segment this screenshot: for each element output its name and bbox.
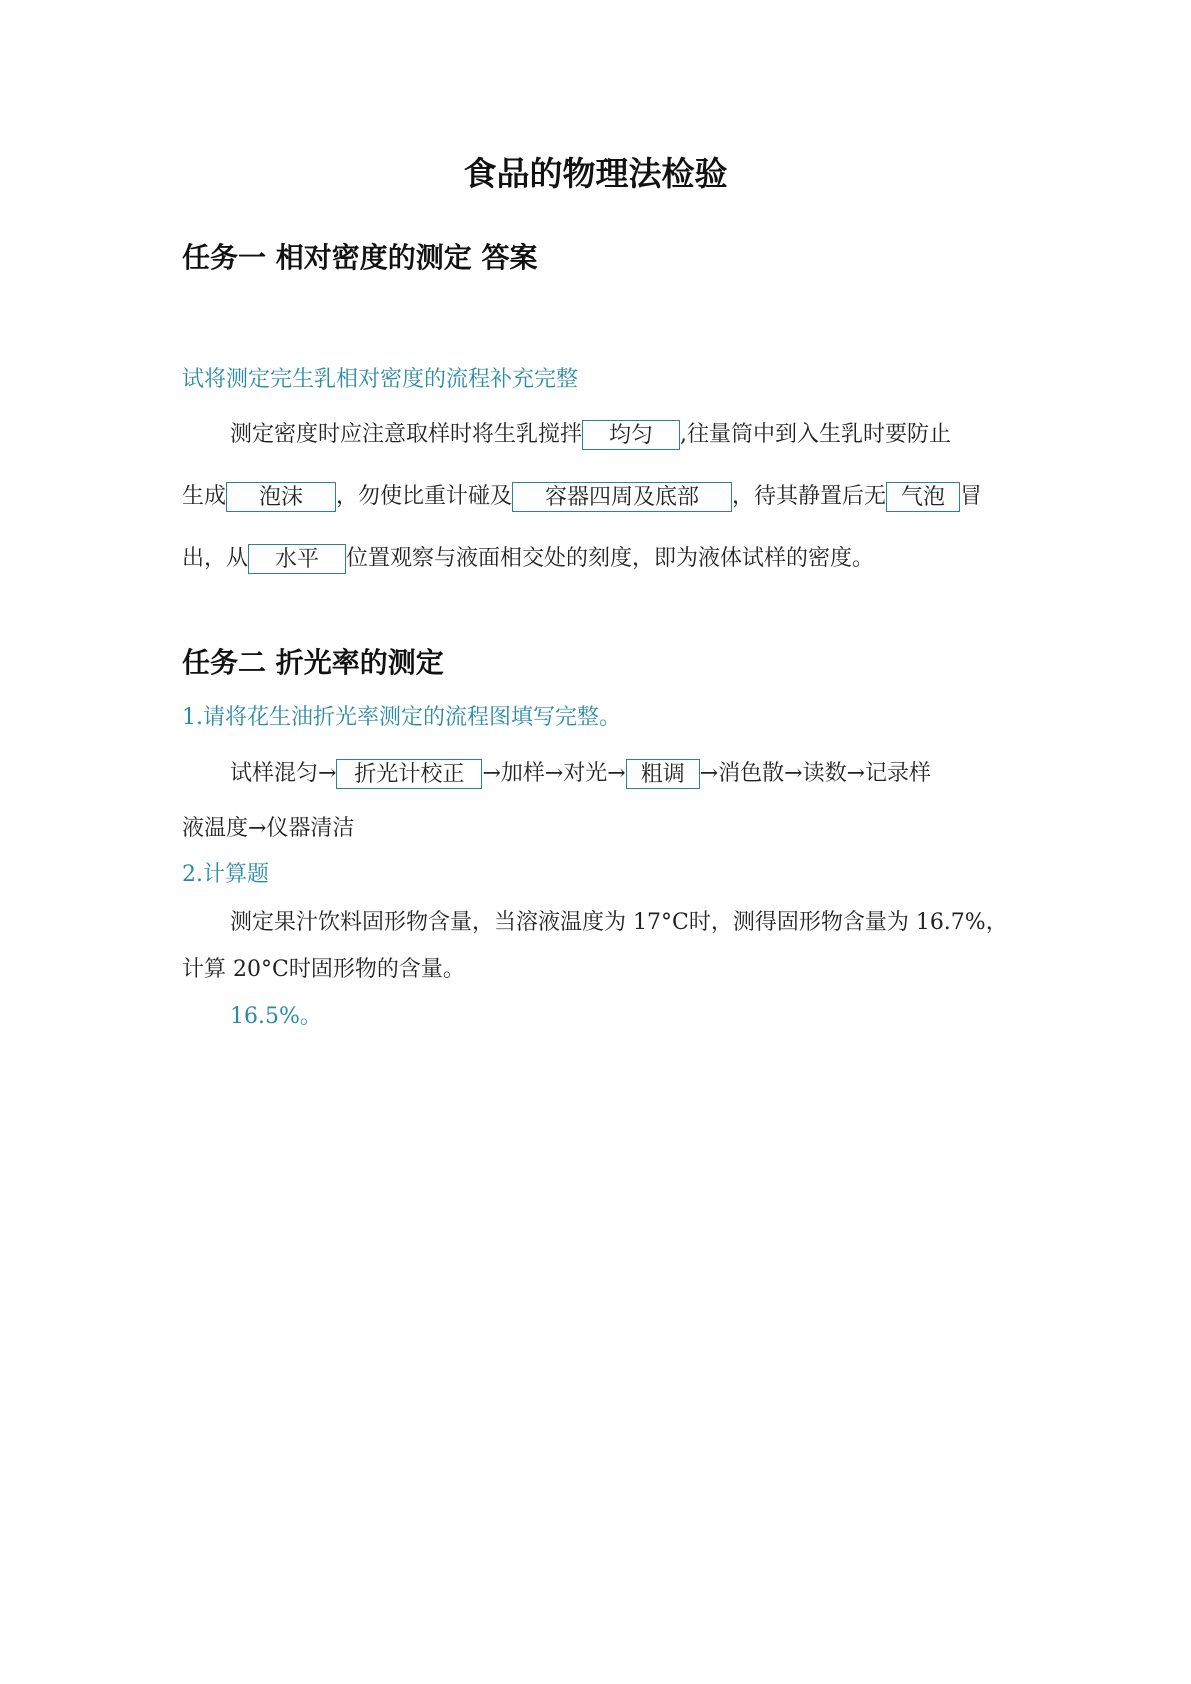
answer-box-shuiping: 水平 xyxy=(248,544,346,574)
task1-line-3 xyxy=(182,542,874,576)
flow-text-b: →加样→对光→ xyxy=(482,761,626,786)
calc-answer: 16.5%。 xyxy=(230,1004,322,1029)
calc-line-2: 计算 20°C时固形物的含量。 xyxy=(182,957,465,982)
task2-question-2: 2.计算题 xyxy=(182,862,269,887)
task1-line-2 xyxy=(182,480,982,514)
task2-heading: 任务二 折光率的测定 xyxy=(182,646,444,679)
task2-question-1: 1.请将花生油折光率测定的流程图填写完整。 xyxy=(182,705,621,730)
task1-line2-text-b: ，勿使比重计碰及 xyxy=(336,484,513,509)
task1-line3-text-a: 出，从 xyxy=(182,546,249,571)
flow-text-c: →消色散→读数→记录样 xyxy=(699,761,932,786)
flow-text-a: 试样混匀→ xyxy=(230,761,337,786)
answer-box-paomo: 泡沫 xyxy=(226,482,336,512)
task1-line1-text-b: ,往量筒中到入生乳时要防止 xyxy=(680,422,952,447)
flow-line-1 xyxy=(230,757,931,791)
flow-line-2: 液温度→仪器清洁 xyxy=(182,816,355,841)
task1-line2-text-c: ，待其静置后无 xyxy=(732,484,887,509)
page-title: 食品的物理法检验 xyxy=(463,154,728,193)
answer-box-qipao: 气泡 xyxy=(886,482,960,512)
task1-line3-text-b: 位置观察与液面相交处的刻度，即为液体试样的密度。 xyxy=(346,546,875,571)
task1-line1-text-a: 测定密度时应注意取样时将生乳搅拌 xyxy=(230,422,583,447)
task1-line2-text-a: 生成 xyxy=(182,484,227,509)
task1-prompt: 试将测定完生乳相对密度的流程补充完整 xyxy=(182,367,579,392)
task1-heading: 任务一 相对密度的测定 答案 xyxy=(182,241,538,274)
answer-box-cutiao: 粗调 xyxy=(626,759,700,789)
task1-line2-text-d: 冒 xyxy=(960,484,983,509)
answer-box-rongqi: 容器四周及底部 xyxy=(512,482,732,512)
answer-box-junyun: 均匀 xyxy=(582,420,680,450)
task1-line-1 xyxy=(230,418,951,452)
calc-line-1: 测定果汁饮料固形物含量，当溶液温度为 17°C时，测得固形物含量为 16.7%， xyxy=(230,910,1008,935)
answer-box-zheguangji: 折光计校正 xyxy=(336,759,482,789)
